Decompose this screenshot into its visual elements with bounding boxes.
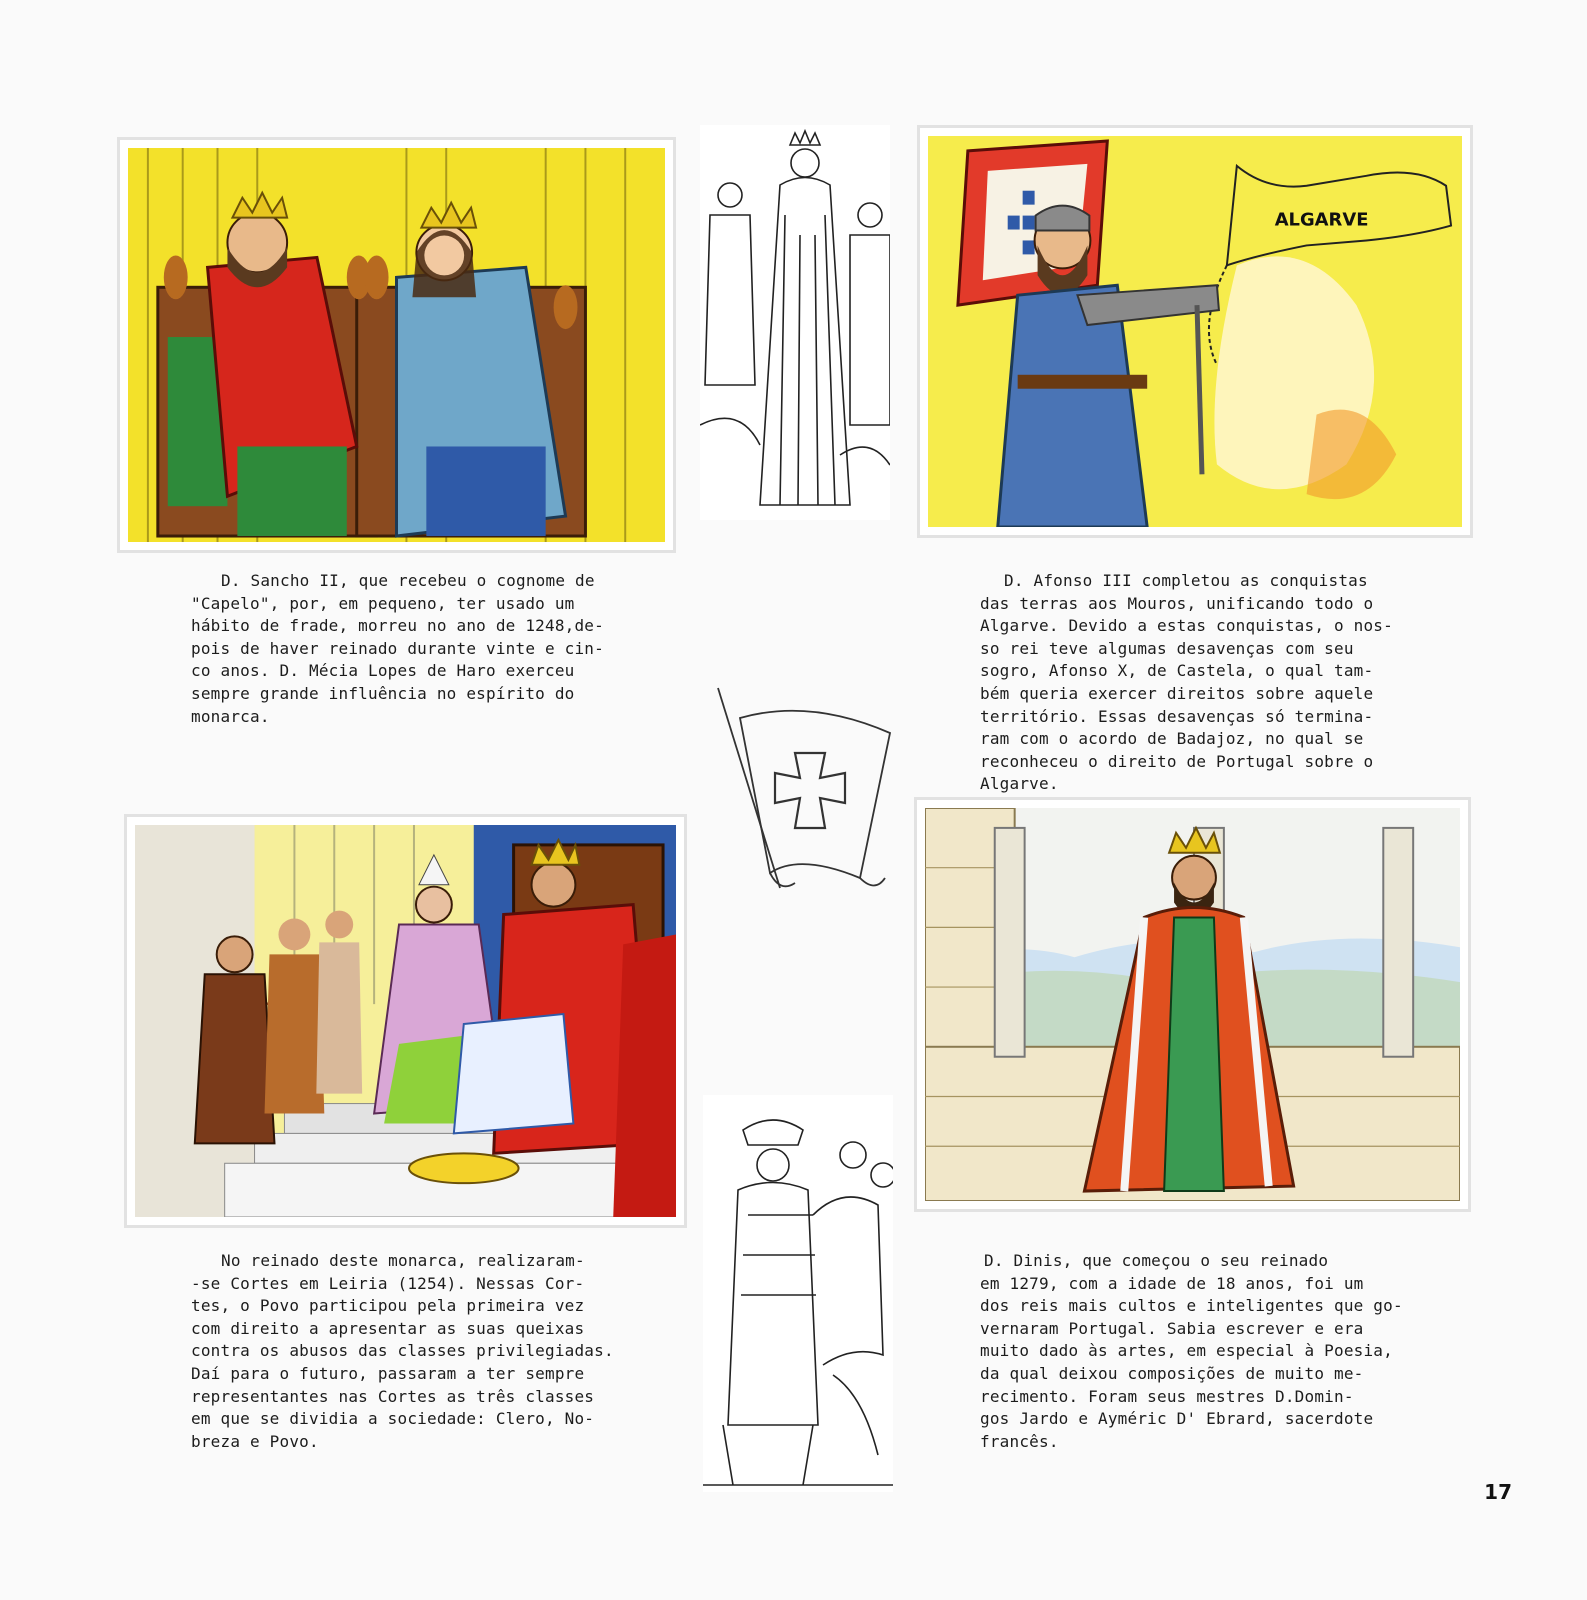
- caption-line: monarca.: [191, 706, 270, 726]
- caption-line: D. Sancho II, que recebeu o cognome de: [221, 571, 595, 590]
- caption-line: Daí para o futuro, passaram a ter sempre: [191, 1363, 585, 1383]
- caption-line: vernaram Portugal. Sabia escrever e era: [980, 1318, 1364, 1338]
- caption-line: reconheceu o direito de Portugal sobre o: [980, 751, 1374, 771]
- caption-line: dos reis mais cultos e inteligentes que go-: [980, 1296, 1403, 1316]
- sketch-cross-banner: [700, 678, 900, 908]
- illustration-king-and-queen: [117, 137, 676, 553]
- caption-line: da qual deixou composições de muito me-: [980, 1363, 1364, 1383]
- caption-line: em 1279, com a idade de 18 anos, foi um: [980, 1273, 1364, 1293]
- caption-line: território. Essas desavenças só termina-: [980, 706, 1374, 726]
- cortes-drawing: [135, 825, 676, 1217]
- caption-line: Algarve.: [980, 774, 1059, 794]
- caption-line: so rei teve algumas desavenças com seu: [980, 638, 1354, 658]
- sketch-nobles-gathering: [703, 1095, 893, 1492]
- caption-line: em que se dividia a sociedade: Clero, No-: [191, 1409, 595, 1429]
- caption-sancho-ii: [191, 570, 615, 728]
- caption-cortes-leiria: [191, 1250, 617, 1453]
- caption-line: gos Jardo e Ayméric D' Ebrard, sacerdote: [980, 1409, 1374, 1429]
- caption-line: D. Afonso III completou as conquistas: [1004, 571, 1368, 590]
- illustration-afonso-algarve: [917, 125, 1473, 538]
- caption-line: francês.: [980, 1431, 1059, 1451]
- caption-line: sogro, Afonso X, de Castela, o qual tam-: [980, 661, 1374, 681]
- caption-line: das terras aos Mouros, unificando todo o: [980, 593, 1374, 613]
- map-label: ALGARVE: [1274, 209, 1369, 231]
- caption-line: hábito de frade, morreu no ano de 1248,de-: [191, 616, 604, 636]
- caption-line: tes, o Povo participou pela primeira vez: [191, 1296, 585, 1316]
- caption-line: -se Cortes em Leiria (1254). Nessas Cor-: [191, 1273, 585, 1293]
- king-queen-drawing: [128, 148, 665, 542]
- caption-line: sempre grande influência no espírito do: [191, 683, 575, 703]
- caption-line: contra os abusos das classes privilegiadas.: [191, 1341, 614, 1361]
- caption-afonso-iii: [980, 570, 1406, 796]
- caption-line: representantes nas Cortes as três classes: [191, 1386, 595, 1406]
- caption-line: pois de haver reinado durante vinte e cin-: [191, 638, 604, 658]
- sketch-queen-procession: [700, 125, 890, 520]
- illustration-d-dinis: [914, 797, 1471, 1212]
- afonso-map-drawing: [928, 136, 1462, 527]
- caption-line: Algarve. Devido a estas conquistas, o nos-: [980, 616, 1393, 636]
- caption-line: com direito a apresentar as suas queixas: [191, 1318, 585, 1338]
- dinis-drawing: [925, 808, 1460, 1201]
- caption-line: co anos. D. Mécia Lopes de Haro exerceu: [191, 661, 575, 681]
- caption-line: bém queria exercer direitos sobre aquele: [980, 683, 1374, 703]
- caption-line: muito dado às artes, em especial à Poesia,: [980, 1341, 1393, 1361]
- cross-icon: [700, 678, 900, 908]
- caption-d-dinis: [980, 1250, 1408, 1453]
- caption-line: breza e Povo.: [191, 1431, 319, 1451]
- caption-line: recimento. Foram seus mestres D.Domin-: [980, 1386, 1354, 1406]
- page-number: 17: [1484, 1480, 1512, 1504]
- caption-line: No reinado deste monarca, realizaram-: [221, 1251, 585, 1270]
- caption-line: "Capelo", por, em pequeno, ter usado um: [191, 593, 575, 613]
- caption-line: D. Dinis, que começou o seu reinado: [984, 1251, 1329, 1270]
- caption-line: ram com o acordo de Badajoz, no qual se: [980, 729, 1364, 749]
- illustration-cortes-leiria: [124, 814, 687, 1228]
